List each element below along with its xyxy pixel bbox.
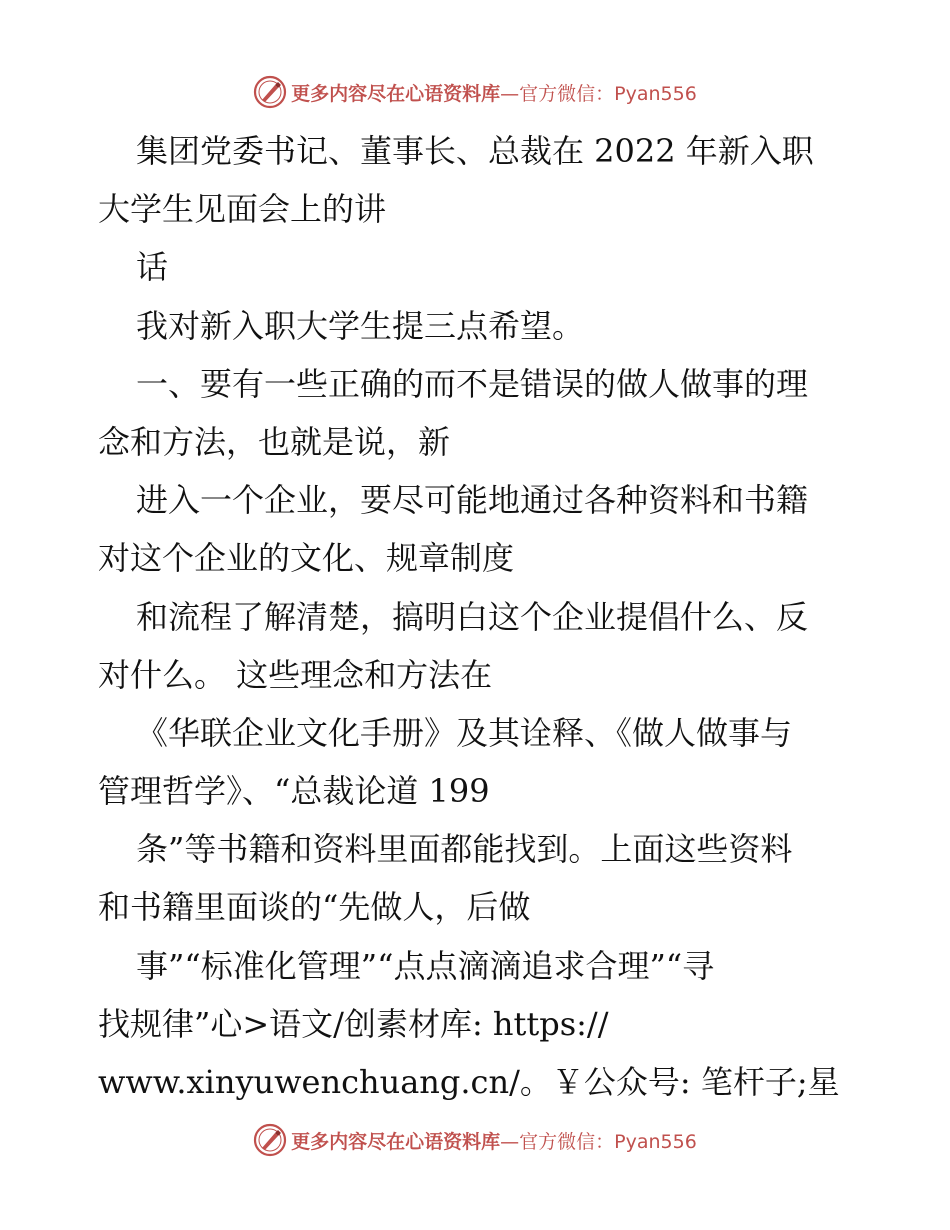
text-line: 进入一个企业，要尽可能地通过各种资料和书籍 bbox=[136, 481, 809, 520]
pen-logo-icon bbox=[253, 75, 287, 109]
text-line: 条”等书籍和资料里面都能找到。上面这些资料 bbox=[136, 830, 793, 869]
footer-watermark bbox=[0, 1120, 950, 1160]
text-line: 大学生见面会上的讲 bbox=[98, 190, 387, 229]
text-line: 念和方法，也就是说，新 bbox=[98, 422, 451, 461]
text-line: 事”“标准化管理”“点点滴滴追求合理”“寻 bbox=[136, 946, 715, 985]
text-line: 集团党委书记、董事长、总裁在 2022 年新入职 bbox=[136, 132, 814, 170]
text-line: 找规律”心>语文/创素材库: https:// bbox=[98, 1004, 609, 1043]
text-line: 对这个企业的文化、规章制度 bbox=[98, 539, 515, 578]
text-line: 我对新入职大学生提三点希望。 bbox=[136, 306, 585, 345]
text-line: 和流程了解清楚，搞明白这个企业提倡什么、反 bbox=[136, 597, 809, 636]
text-line: 和书籍里面谈的“先做人，后做 bbox=[98, 888, 531, 927]
pen-logo-icon bbox=[253, 1123, 287, 1157]
watermark-text: 更多内容尽在心语资料库 bbox=[291, 1130, 501, 1153]
text-line: 一、要有一些正确的而不是错误的做人做事的理 bbox=[136, 364, 809, 403]
text-line: 话 bbox=[136, 248, 169, 287]
header-watermark bbox=[0, 72, 950, 112]
text-line: www.xinyuwenchuang.cn/。￥公众号: 笔杆子;星 bbox=[98, 1063, 840, 1101]
text-line: 对什么。 这些理念和方法在 bbox=[98, 655, 493, 694]
document-body bbox=[98, 122, 858, 1111]
watermark-wechat: —官方微信：Pyan556 bbox=[500, 82, 697, 105]
watermark-wechat: —官方微信：Pyan556 bbox=[500, 1130, 697, 1153]
text-line: 《华联企业文化手册》及其诠释、《做人做事与 bbox=[136, 713, 793, 752]
watermark-text: 更多内容尽在心语资料库 bbox=[291, 82, 501, 105]
text-line: 管理哲学》、“总裁论道 199 bbox=[98, 772, 490, 811]
